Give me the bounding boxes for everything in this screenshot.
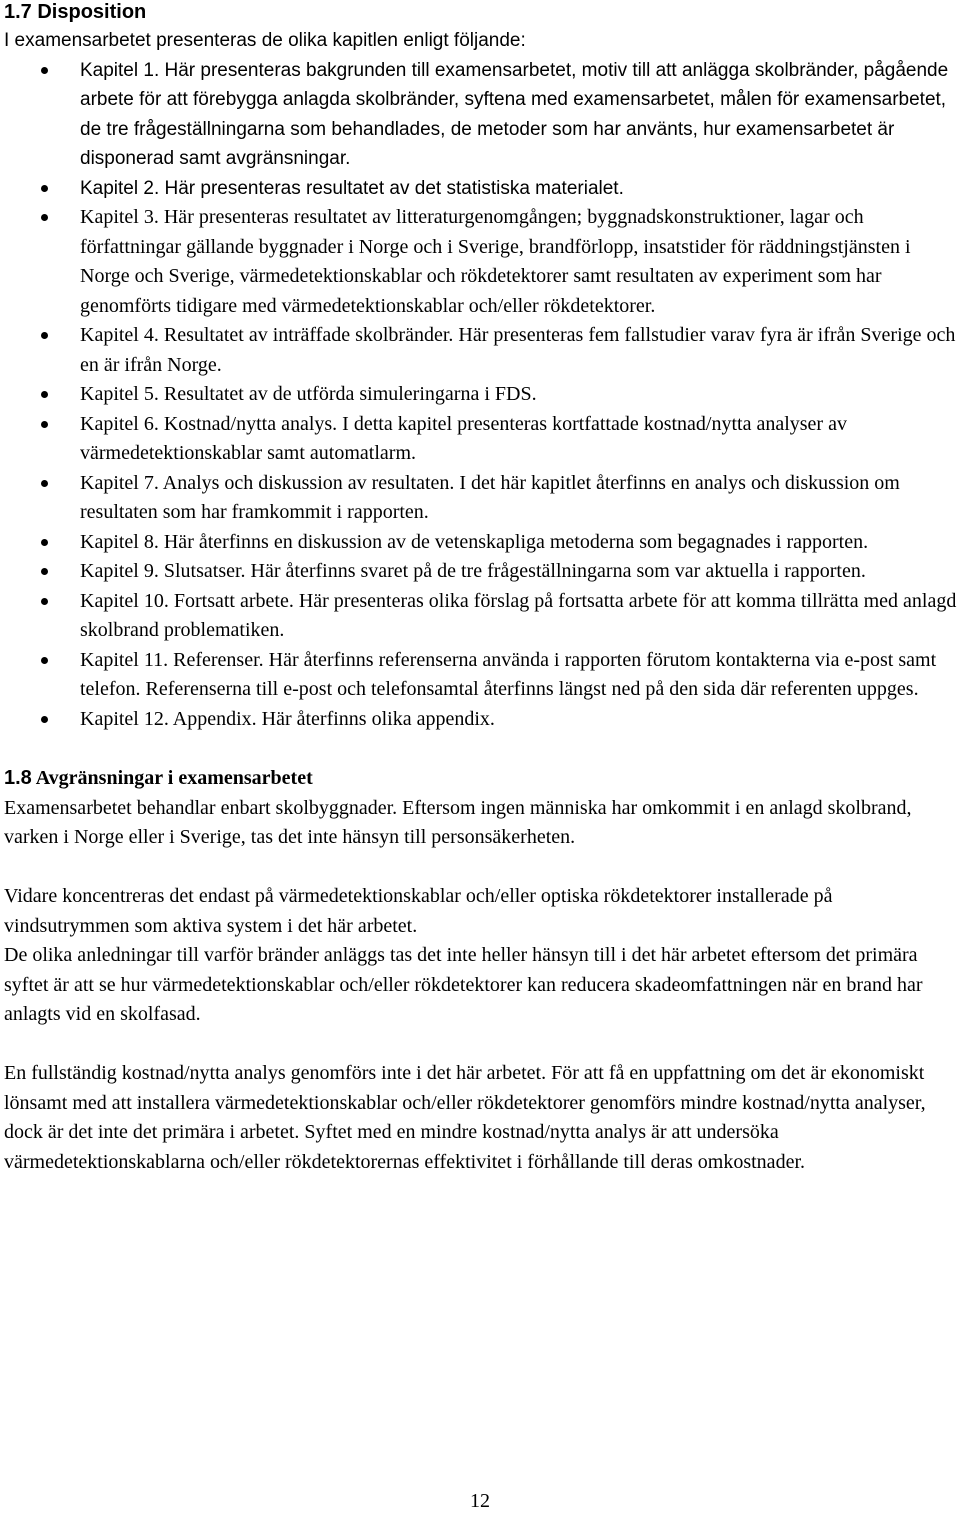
paragraph-spacer xyxy=(4,853,958,883)
section-title: Avgränsningar i examensarbetet xyxy=(35,767,313,789)
list-item xyxy=(4,557,958,587)
bullet-icon xyxy=(41,539,48,546)
chapter-text: Kapitel 11. Referenser. Här återfinns referenserna använda i rapporten förutom kontakterna via e-post samt telefon. Referenserna till e-post och telefonsamtal återfinns längst ned på den sida där referenten uppges. xyxy=(80,648,937,700)
paragraph: En fullständig kostnad/nytta analys genomförs inte i det här arbetet. För att få en uppfattning om det är ekonomiskt lönsamt med att installera värmedetektionskablar och/eller rökdetektorer genomförs mindre kostnad/nytta analyser, dock är det inte det primära i arbetet. Syftet med en mindre kostnad/nytta analys är att undersöka värmedetektionskablarna och/eller rökdetektorernas effektivitet i förhållande till deras omkostnader. xyxy=(4,1062,926,1173)
list-item xyxy=(4,410,958,469)
chapter-text: Kapitel 2. Här presenteras resultatet av det statistiska materialet. xyxy=(80,177,624,199)
disposition-intro: I examensarbetet presenteras de olika kapitlen enligt följande: xyxy=(4,30,526,51)
bullet-icon xyxy=(41,568,48,575)
chapter-text: Kapitel 10. Fortsatt arbete. Här presenteras olika förslag på fortsatta arbete för att komma tillrätta med anlagd skolbrand problematiken. xyxy=(80,589,957,641)
bullet-icon xyxy=(41,657,48,664)
paragraph: Vidare koncentreras det endast på värmedetektionskablar och/eller optiska rökdetektorer installerade på vindsutrymmen som aktiva system i det här arbetet. xyxy=(4,885,833,937)
bullet-icon xyxy=(41,67,48,74)
page-number: 12 xyxy=(470,1490,490,1512)
paragraph-spacer xyxy=(4,1030,958,1060)
list-item xyxy=(4,528,958,558)
paragraph: De olika anledningar till varför bränder anläggs tas det inte heller hänsyn till i det här arbetet eftersom det primära syftet är att se hur värmedetektionskablar och/eller rökdetektorer kan reducera skadeomfattningen när en brand har anlagts vid en skolfasad. xyxy=(4,944,923,1025)
chapter-text: Kapitel 12. Appendix. Här återfinns olika appendix. xyxy=(80,707,495,730)
bullet-icon xyxy=(41,391,48,398)
section-heading-disposition: 1.7 Disposition xyxy=(4,1,147,23)
chapter-text: Kapitel 4. Resultatet av inträffade skolbränder. Här presenteras fem fallstudier varav fyra är ifrån Sverige och en är ifrån Norge. xyxy=(80,324,956,376)
bullet-icon xyxy=(41,480,48,487)
chapter-text: Kapitel 9. Slutsatser. Här återfinns svaret på de tre frågeställningarna som var aktuella i rapporten. xyxy=(80,560,866,582)
chapter-list xyxy=(4,56,958,735)
paragraph: Examensarbetet behandlar enbart skolbyggnader. Eftersom ingen människa har omkommit i en anlagd skolbrand, varken i Norge eller i Sverige, tas det inte hänsyn till personsäkerheten. xyxy=(4,796,912,848)
chapter-text: Kapitel 1. Här presenteras bakgrunden till examensarbetet, motiv till att anlägga skolbränder, pågående arbete för att förebygga anlagda skolbränder, syftena med examensarbetet, målen för examensarbetet, de tre frågeställningarna som behandlades, de metoder som har använts, hur examensarbetet är disponerad samt avgränsningar. xyxy=(80,59,949,169)
bullet-icon xyxy=(41,185,48,192)
bullet-icon xyxy=(41,421,48,428)
bullet-icon xyxy=(41,214,48,221)
chapter-text: Kapitel 5. Resultatet av de utförda simuleringarna i FDS. xyxy=(80,383,537,405)
chapter-text: Kapitel 8. Här återfinns en diskussion av de vetenskapliga metoderna som begagnades i rapporten. xyxy=(80,530,869,553)
list-item xyxy=(4,321,958,380)
list-item xyxy=(4,203,958,321)
document-page xyxy=(4,0,958,1177)
chapter-text: Kapitel 6. Kostnad/nytta analys. I detta kapitel presenteras kortfattade kostnad/nytta analyser av värmedetektionskablar samt automatlarm. xyxy=(80,412,847,464)
list-item xyxy=(4,174,958,204)
list-item xyxy=(4,469,958,528)
chapter-text: Kapitel 7. Analys och diskussion av resultaten. I det här kapitlet återfinns en analys och diskussion om resultaten som har framkommit i rapporten. xyxy=(80,471,900,523)
list-item xyxy=(4,646,958,705)
section-heading-avgransningar xyxy=(4,764,958,794)
chapter-text: Kapitel 3. Här presenteras resultatet av litteraturgenomgången; byggnadskonstruktioner, lagar och författningar gällande byggnader i Norge och i Sverige, brandförlopp, insatstider för räddningstjänsten i Norge och Sverige, värmedetektionskablar och rökdetektorer samt resultaten av experiment som har genomförts tidigare med värmedetektionskablar och/eller rökdetektorer. xyxy=(80,206,911,317)
list-item xyxy=(4,587,958,646)
list-item xyxy=(4,705,958,735)
list-item xyxy=(4,380,958,410)
list-item xyxy=(4,56,958,174)
bullet-icon xyxy=(41,716,48,723)
bullet-icon xyxy=(41,598,48,605)
section-number: 1.8 xyxy=(4,767,32,789)
bullet-icon xyxy=(41,332,48,339)
